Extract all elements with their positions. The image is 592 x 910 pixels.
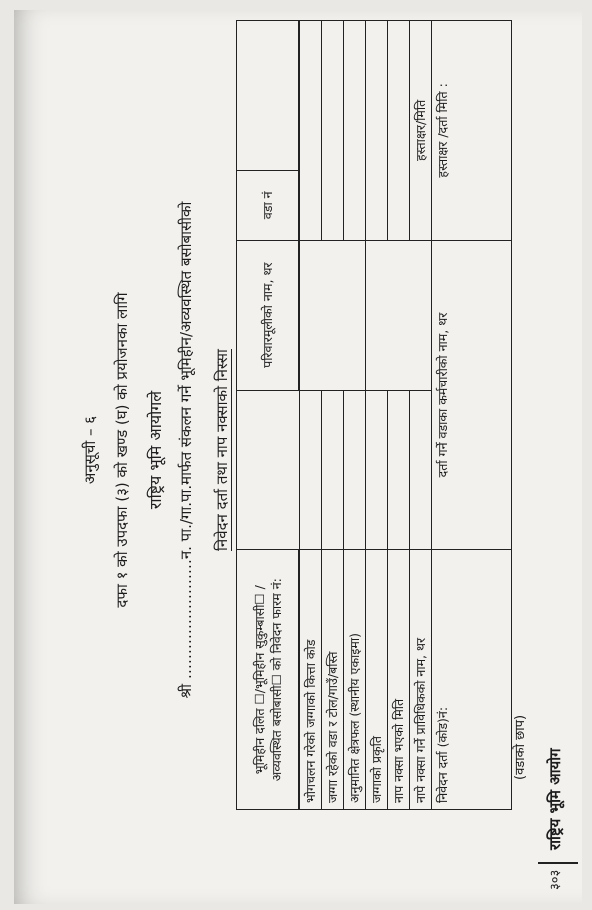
ward-no-label: वडा नं <box>237 170 299 240</box>
table-row: भोगचलन गरेको जग्गाको कित्ता कोड <box>300 21 322 810</box>
commission-name: राष्ट्रिय भूमि आयोगले <box>146 390 165 510</box>
signature-date-label: हस्ताक्षर/मिति <box>410 21 432 241</box>
footer-divider <box>538 863 578 865</box>
registration-officer-label: दर्ता गर्ने वडाका कर्मचारीको नाम, थर <box>432 240 512 550</box>
schedule-heading: अनुसूची – ६ <box>81 415 99 485</box>
form-table <box>236 20 512 810</box>
clause-reference: दफा १ को उपदफा (३) को खण्ड (घ) को प्रयोजनका लागि <box>113 292 131 608</box>
footer-title: राष्ट्रिय भूमि आयोग <box>546 748 564 850</box>
family-head-label: परिवारमूलीको नाम, थर <box>237 240 299 390</box>
table-row <box>432 21 512 810</box>
table-row: नापे नक्सा गर्ने प्राविधिकको नाम, थर हस्ताक्षर/मिति <box>410 21 432 810</box>
ward-no-value <box>237 21 299 171</box>
table-row: जग्गा रहेको वडा र टोल/गाउँ/बस्ति <box>322 21 344 810</box>
table-row: अनुमानित क्षेत्रफल (स्थानीय एकाइमा) <box>344 21 366 810</box>
applicant-type-cell: भूमिहीन दलित ☐/भूमिहीन सुकुम्बासी☐ / अव्यवस्थित बसोबासी☐ को निवेदन फारम नं: <box>237 550 299 810</box>
address-line: श्री ……………………न. पा./गा.पा.मार्फत संकलन गर्ने भूमिहीन/अव्यवस्थित बसोबासीको <box>177 201 195 699</box>
registration-label: निवेदन दर्ता (कोड)नं: <box>432 550 512 810</box>
registration-signature-label: हस्ताक्षर /दर्ता मिति : <box>432 21 512 241</box>
form-number-value <box>237 390 300 550</box>
table-row: जग्गाको प्रकृति <box>366 21 388 810</box>
document-page <box>14 10 582 904</box>
ward-stamp-label: (वडाको छाप) <box>513 714 528 780</box>
form-title: निवेदन दर्ता तथा नाप नक्साको निस्सा <box>213 349 231 551</box>
page-number: ३०३ <box>548 869 563 890</box>
table-row: नाप नक्सा भएको मिति <box>388 21 410 810</box>
rotated-content <box>40 10 592 890</box>
